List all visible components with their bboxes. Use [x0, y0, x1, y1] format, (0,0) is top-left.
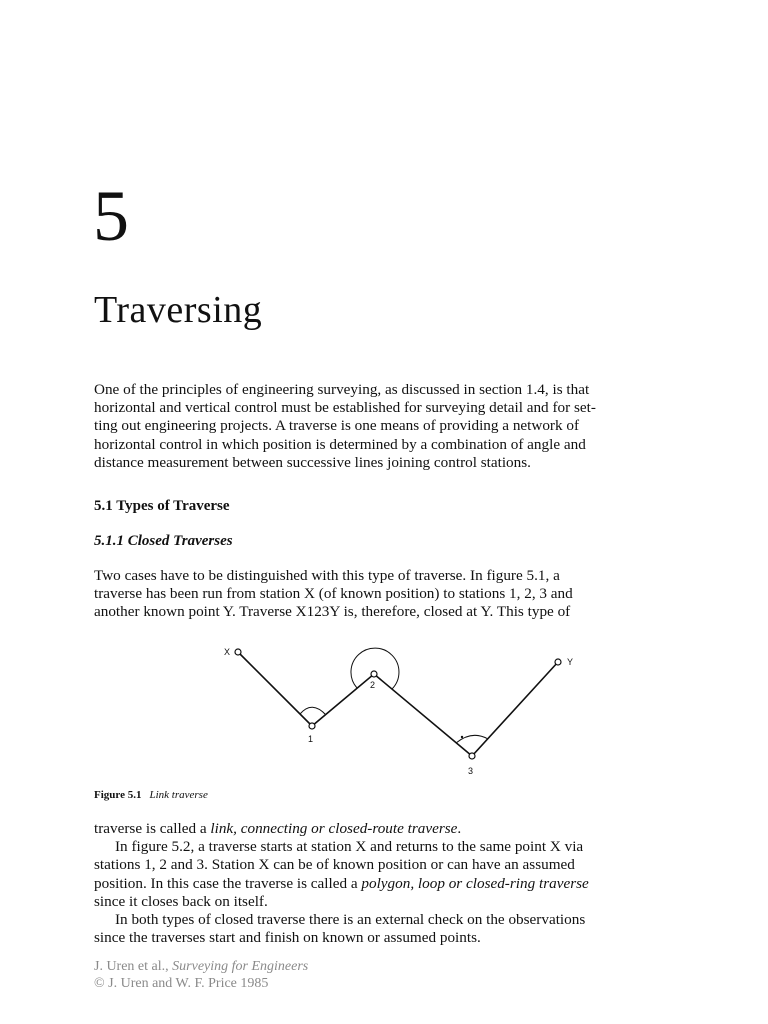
- copyright-footer: [94, 958, 308, 992]
- paragraph-line: another known point Y. Traverse X123Y is, therefore, closed at Y. This type of: [94, 603, 571, 621]
- footer-copyright: © J. Uren and W. F. Price 1985: [94, 976, 269, 991]
- paragraph-line: traverse has been run from station X (of known position) to stations 1, 2, 3 and: [94, 585, 573, 603]
- station-1-marker: [309, 723, 315, 729]
- station-3-marker: [469, 753, 475, 759]
- paragraph-line: In both types of closed traverse there is an external check on the observations: [115, 911, 586, 929]
- traverse-types-paragraph: [94, 820, 674, 947]
- closed-traverse-paragraph: [94, 567, 674, 622]
- intro-paragraph: [94, 381, 674, 472]
- figure-caption: [94, 789, 208, 801]
- intro-line: One of the principles of engineering surveying, as discussed in section 1.4, is that: [94, 381, 590, 398]
- footer-citation: [94, 958, 308, 975]
- section-heading: 5.1 Types of Traverse: [94, 498, 230, 514]
- paragraph-line: [94, 875, 674, 893]
- text-run: J. Uren et al.,: [94, 959, 173, 974]
- term-link-traverse: link, connecting or closed-route traverse: [210, 820, 458, 837]
- station-y-label: Y: [567, 657, 574, 667]
- paragraph-line: since it closes back on itself.: [94, 892, 268, 910]
- term-polygon-traverse: polygon, loop or closed-ring traverse: [361, 874, 589, 892]
- book-title: Surveying for Engineers: [172, 959, 309, 974]
- station-2-label: 2: [370, 680, 376, 690]
- intro-line: ting out engineering projects. A traverse is one means of providing a network of: [94, 417, 580, 435]
- traverse-line: [238, 652, 558, 756]
- intro-line: distance measurement between successive lines joining control stations.: [94, 453, 531, 471]
- link-traverse-diagram: [210, 640, 590, 780]
- figure-caption-label: Figure 5.1: [94, 789, 142, 801]
- intro-line: horizontal control in which position is determined by a combination of angle and: [94, 435, 586, 453]
- text-run: .: [457, 820, 462, 837]
- paragraph-line: stations 1, 2 and 3. Station X can be of known position or can have an assumed: [94, 856, 575, 874]
- text-run: traverse is called a: [94, 820, 211, 837]
- paragraph-line: In figure 5.2, a traverse starts at station X and returns to the same point X via: [115, 838, 584, 856]
- link-traverse-figure: [210, 640, 590, 780]
- station-x-label: X: [224, 647, 231, 657]
- angle-arc-1: [300, 707, 326, 715]
- station-y-marker: [555, 659, 561, 665]
- text-run: position. In this case the traverse is called a: [94, 874, 362, 892]
- station-3-label: 3: [468, 766, 474, 776]
- station-2-marker: [371, 671, 377, 677]
- subsection-heading: 5.1.1 Closed Traverses: [94, 533, 233, 549]
- paragraph-line: [94, 820, 674, 838]
- station-1-label: 1: [308, 734, 314, 744]
- paragraph-line: Two cases have to be distinguished with this type of traverse. In figure 5.1, a: [94, 567, 560, 584]
- station-x-marker: [235, 649, 241, 655]
- chapter-number: 5: [93, 176, 129, 256]
- intro-line: horizontal and vertical control must be established for surveying detail and for set-: [94, 399, 596, 417]
- paragraph-line: since the traverses start and finish on known or assumed points.: [94, 929, 481, 947]
- angle-dot: [461, 736, 463, 738]
- angle-arc-3: [456, 735, 488, 743]
- figure-caption-title: Link traverse: [149, 789, 208, 801]
- chapter-title: Traversing: [94, 289, 263, 331]
